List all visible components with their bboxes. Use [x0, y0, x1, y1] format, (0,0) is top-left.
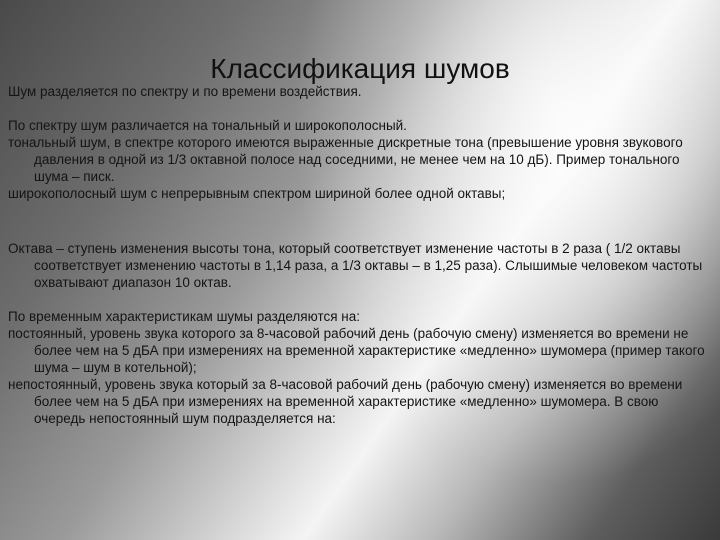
slide-title-text: Классификация шумов: [210, 53, 510, 84]
paragraph-variable-noise: непостоянный, уровень звука который за 8-часовой рабочий день (рабочую смену) изменяется во времени более чем на 5 дБА при измерениях на временной характеристике «медленно» шумомера. В свою очередь непостоянный шум подразделяется на:: [8, 377, 683, 426]
paragraph-tonal-noise: тональный шум, в спектре которого имеются выраженные дискретные тона (превышение уровня звукового давления в одной из 1/3 октавной полосе над соседними, не менее чем на 10 дБ). Пример тонального шума – писк.: [8, 135, 683, 184]
slide-body: [8, 83, 708, 427]
paragraph-spacer: [8, 202, 708, 240]
paragraph-intro: Шум разделяется по спектру и по времени воздействия.: [8, 84, 362, 99]
paragraph-time-characteristics: По временным характеристикам шумы разделяются на:: [8, 309, 361, 324]
paragraph-constant-noise: постоянный, уровень звука которого за 8-часовой рабочий день (рабочую смену) изменяется во времени не более чем на 5 дБА при измерениях на временной характеристике «медленно» шумомера (пример такого шума – шум в котельной);: [8, 326, 705, 375]
paragraph-spacer: [8, 291, 708, 308]
slide-title: [0, 52, 720, 86]
paragraph-octave: Октава – ступень изменения высоты тона, который соответствует изменение частоты в 2 раза ( 1/2 октавы соответствует изменению частоты в 1,14 раза, а 1/3 октавы – в 1,25 раза). Слышимые человеком частоты охватывают диапазон 10 октав.: [8, 241, 703, 290]
paragraph-broadband-noise: широкополосный шум с непрерывным спектром шириной более одной октавы;: [8, 186, 506, 201]
paragraph-spacer: [8, 100, 708, 117]
paragraph-spectrum: По спектру шум различается на тональный и широкополосный.: [8, 118, 407, 133]
